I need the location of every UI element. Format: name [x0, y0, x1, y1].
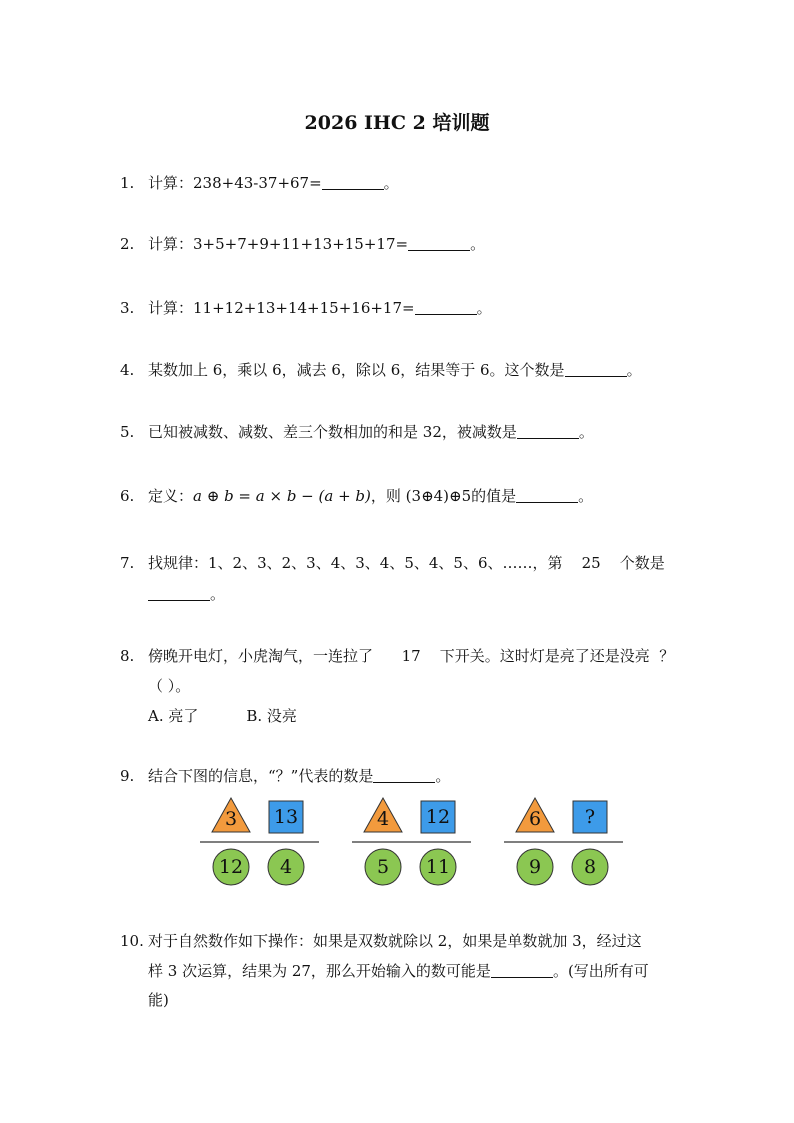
option-a[interactable]: A. 亮了 [148, 707, 199, 725]
question-text: 样 3 次运算，结果为 27，那么开始输入的数可能是 [148, 962, 491, 980]
option-b[interactable]: B. 没亮 [246, 707, 297, 725]
page-title: 2026 IHC 2 培训题 [304, 112, 490, 134]
question-text: 某数加上 6，乘以 6，减去 6，除以 6，结果等于 6。这个数是 [148, 361, 565, 379]
question-10-line-3: 能) [148, 991, 169, 1009]
question-number: 8. [120, 647, 135, 665]
question-number: 9. [120, 767, 135, 785]
circle-value: 11 [425, 856, 451, 878]
question-tail: 。 [210, 585, 226, 603]
question-10-line-2 [148, 960, 649, 981]
circle-value: 12 [218, 856, 244, 878]
circle-value: 9 [528, 856, 542, 878]
question-text: 傍晚开电灯，小虎淘气，一连拉了 17 下开关。这时灯是亮了还是没亮 ？ [148, 647, 675, 665]
question-tail: 。 [626, 361, 642, 379]
circle-value: 4 [279, 856, 293, 878]
question-text: 计算：3+5+7+9+11+13+15+17= [148, 235, 409, 253]
circle-value: 8 [583, 856, 597, 878]
question-tail: 。 [578, 487, 594, 505]
question-text: 计算：238+43-37+67= [148, 174, 322, 192]
square-value: ? [584, 806, 596, 828]
question-8-answer-parens[interactable]: （ ）。 [148, 677, 191, 695]
question-text: ，则 [370, 487, 406, 505]
question-tail: 。(写出所有可 [552, 962, 649, 980]
triangle-value: 3 [224, 808, 238, 830]
question-text: 的值是 [471, 487, 517, 505]
question-number: 10. [120, 932, 144, 950]
question-number: 3. [120, 299, 135, 317]
question-tail: 。 [383, 174, 399, 192]
question-text: 对于自然数作如下操作：如果是双数就除以 2，如果是单数就加 3，经过这 [148, 932, 642, 950]
triangle-value: 6 [528, 808, 542, 830]
answer-blank[interactable] [491, 963, 553, 978]
question-tail: 。 [470, 235, 486, 253]
square-value: 13 [273, 806, 299, 828]
question-10 [120, 930, 642, 951]
question-number: 6. [120, 487, 135, 505]
formula: a ⊕ b = a × b − (a + b) [193, 487, 371, 505]
question-number: 4. [120, 361, 135, 379]
question-number: 2. [120, 235, 135, 253]
question-text: 结合下图的信息，“？”代表的数是 [148, 767, 374, 785]
circle-value: 5 [376, 856, 390, 878]
square-value: 12 [425, 806, 451, 828]
question-number: 7. [120, 554, 135, 572]
expression: (3⊕4)⊕5 [405, 487, 472, 505]
triangle-value: 4 [376, 808, 390, 830]
question-tail: 。 [578, 423, 594, 441]
question-text: 计算：11+12+13+14+15+16+17= [148, 299, 415, 317]
question-text: 找规律：1、2、3、2、3、4、3、4、5、4、5、6、……，第 25 个数是 [148, 554, 665, 572]
question-text: 定义： [148, 487, 194, 505]
question-number: 1. [120, 174, 135, 192]
question-text: 已知被减数、减数、差三个数相加的和是 32，被减数是 [148, 423, 517, 441]
question-number: 5. [120, 423, 135, 441]
question-tail: 。 [476, 299, 492, 317]
question-tail: 。 [435, 767, 451, 785]
